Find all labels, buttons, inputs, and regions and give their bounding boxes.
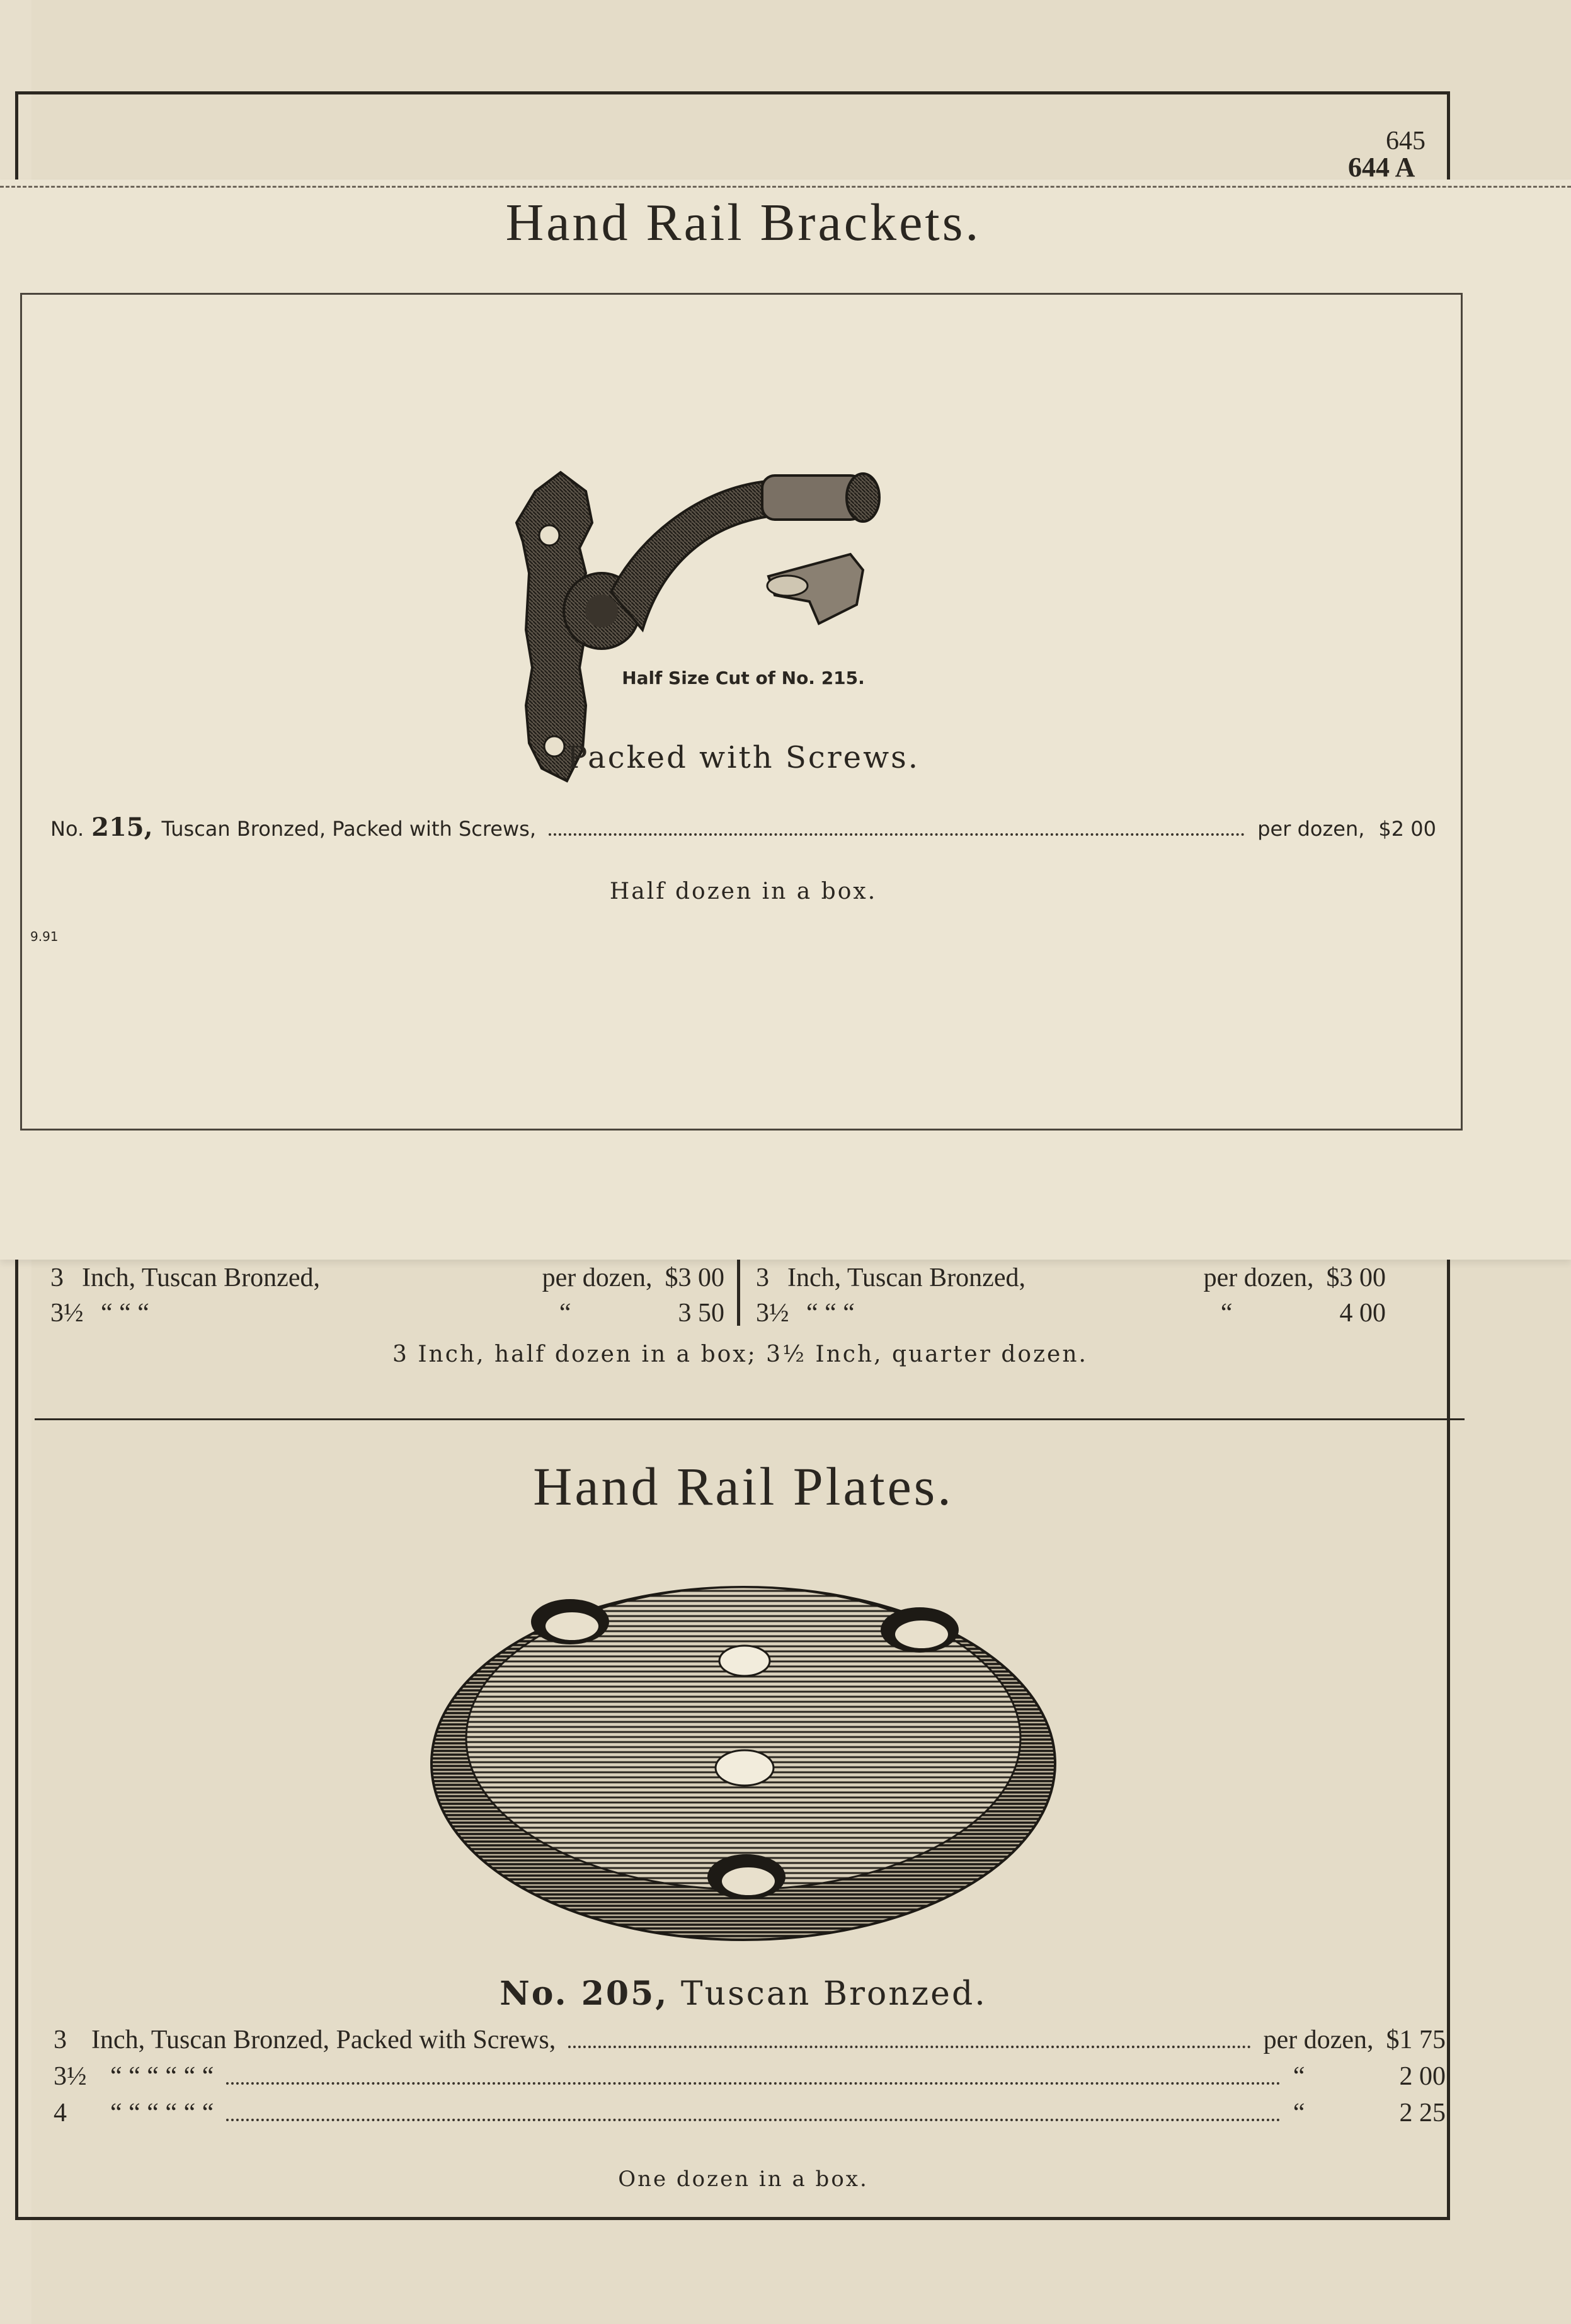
page-number-644a: 644 A: [1348, 152, 1415, 183]
no-prefix: No.: [50, 817, 84, 841]
description: Inch, Tuscan Bronzed,: [82, 1263, 320, 1292]
unit: “: [1293, 2062, 1305, 2091]
plates-heading: Hand Rail Plates.: [533, 1456, 954, 1517]
bracket-figure-caption: Half Size Cut of No. 215.: [622, 668, 865, 688]
price: 2 00: [1399, 2062, 1446, 2091]
size: 3½: [50, 1299, 84, 1328]
size: 4: [54, 2099, 67, 2127]
bracket-price-row: [50, 812, 1436, 848]
item-number: 215,: [91, 812, 153, 842]
size: 3: [756, 1263, 769, 1292]
size: 3½: [54, 2062, 87, 2091]
size: 3½: [756, 1299, 789, 1328]
plates-row-3: [54, 2098, 1446, 2128]
price: $2 00: [1378, 817, 1436, 841]
description: Inch, Tuscan Bronzed,: [787, 1263, 1025, 1292]
partial-price-table: [50, 1263, 1442, 1338]
plates-product-number: No. 205,: [500, 1974, 669, 2013]
slip-code: 9.91: [30, 929, 59, 944]
unit: per dozen,: [542, 1263, 653, 1292]
price: $3 00: [1326, 1263, 1386, 1292]
slip-tear-line: [0, 186, 1571, 188]
description: Tuscan Bronzed, Packed with Screws,: [161, 817, 536, 841]
partial-pack-note: 3 Inch, half dozen in a box; 3½ Inch, quarter dozen.: [392, 1341, 1088, 1367]
price: 3 50: [678, 1299, 724, 1328]
brackets-heading: Hand Rail Brackets.: [505, 193, 981, 252]
unit: “: [1220, 1299, 1233, 1328]
partial-row-left-1: [50, 1263, 724, 1293]
price: 2 25: [1399, 2099, 1446, 2127]
page-number-645: 645: [1386, 127, 1425, 156]
plates-product-line: [0, 1974, 1487, 2013]
partial-row-right-1: [756, 1263, 1386, 1293]
partial-row-left-2: [50, 1298, 724, 1328]
hand-rail-bracket-illustration: [491, 466, 970, 844]
description: “ “ “: [101, 1299, 149, 1328]
price: $3 00: [665, 1263, 724, 1292]
size: 3: [54, 2025, 67, 2054]
description: Inch, Tuscan Bronzed, Packed with Screws,: [91, 2025, 556, 2054]
unit: per dozen,: [1203, 1263, 1314, 1292]
price: $1 75: [1386, 2025, 1446, 2054]
price: 4 00: [1339, 1299, 1386, 1328]
plates-product-description: Tuscan Bronzed.: [680, 1975, 987, 2013]
unit: “: [559, 1299, 571, 1328]
hand-rail-plate-illustration: [428, 1549, 1058, 1952]
section-divider: [35, 1418, 1465, 1420]
unit: “: [1293, 2099, 1305, 2127]
brackets-subtitle: Packed with Screws.: [566, 740, 920, 775]
plates-row-2: [54, 2061, 1446, 2092]
description: “ “ “: [806, 1299, 855, 1328]
unit: per dozen,: [1257, 817, 1365, 841]
size: 3: [50, 1263, 64, 1292]
plates-row-1: [54, 2025, 1446, 2055]
bracket-pack-note: Half dozen in a box.: [609, 879, 877, 904]
description: “ “ “ “ “ “: [110, 2062, 214, 2091]
unit: per dozen,: [1263, 2025, 1374, 2054]
plates-price-table: [54, 2025, 1446, 2145]
plates-pack-note: One dozen in a box.: [618, 2167, 869, 2192]
description: “ “ “ “ “ “: [110, 2099, 214, 2127]
partial-row-right-2: [756, 1298, 1386, 1328]
